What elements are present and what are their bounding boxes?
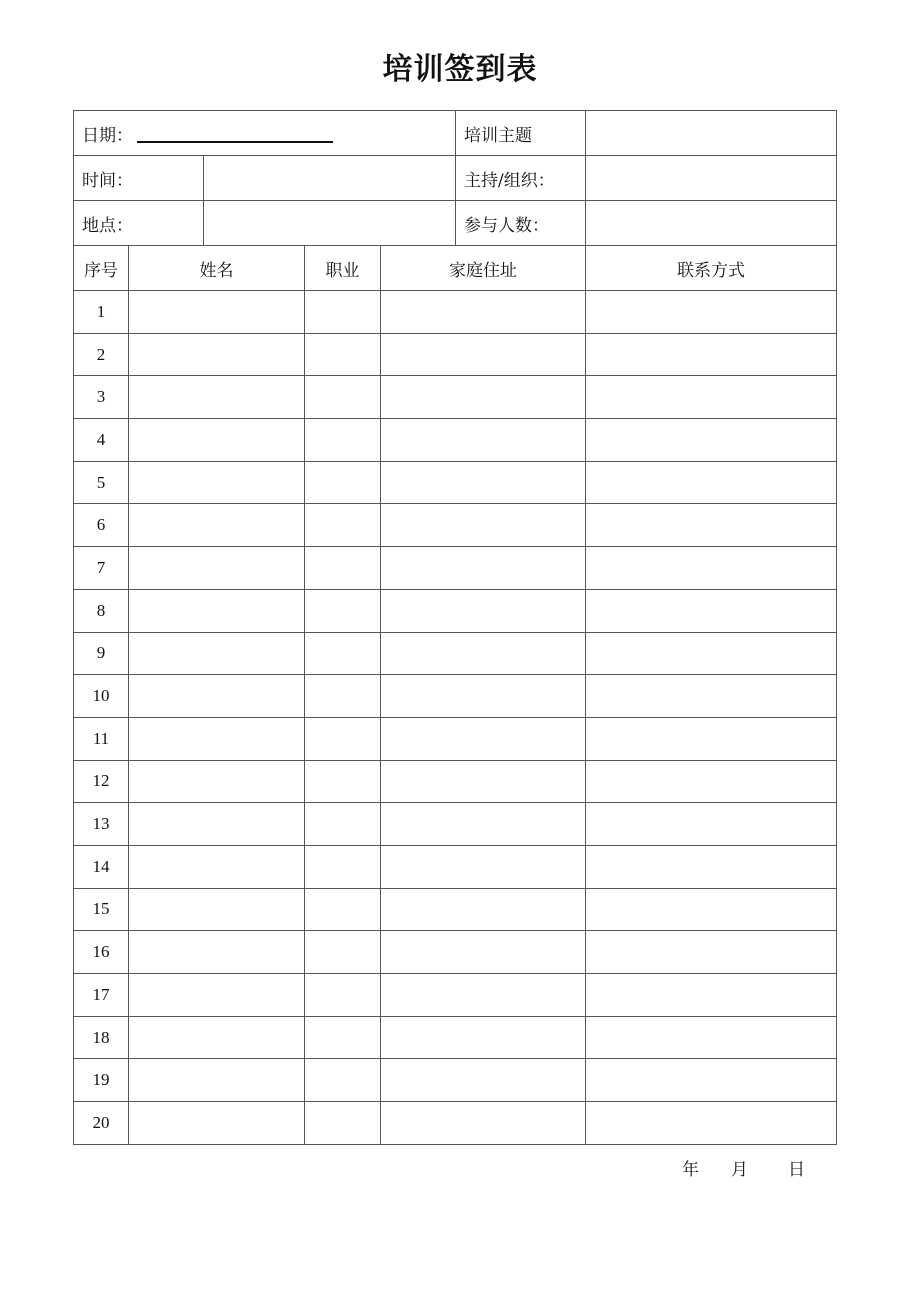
table-row <box>74 504 837 547</box>
contact-cell[interactable] <box>586 717 837 760</box>
page-title: 培训签到表 <box>382 52 538 87</box>
row-index: 2 <box>74 333 129 376</box>
address-cell[interactable] <box>381 675 586 718</box>
contact-cell[interactable] <box>586 845 837 888</box>
table-row <box>74 760 837 803</box>
sign-date <box>682 1155 805 1180</box>
name-cell[interactable] <box>129 845 305 888</box>
address-cell[interactable] <box>381 803 586 846</box>
row-index: 7 <box>74 547 129 590</box>
name-cell[interactable] <box>129 1102 305 1145</box>
address-cell[interactable] <box>381 888 586 931</box>
contact-cell[interactable] <box>586 1102 837 1145</box>
name-cell[interactable] <box>129 333 305 376</box>
address-cell[interactable] <box>381 547 586 590</box>
contact-cell[interactable] <box>586 974 837 1017</box>
name-cell[interactable] <box>129 589 305 632</box>
row-index: 6 <box>74 504 129 547</box>
address-cell[interactable] <box>381 419 586 462</box>
table-row <box>74 974 837 1017</box>
row-index: 8 <box>74 589 129 632</box>
occupation-cell[interactable] <box>305 974 381 1017</box>
date-label: 日期： <box>82 125 133 146</box>
row-index: 5 <box>74 461 129 504</box>
time-label: 时间： <box>74 156 204 201</box>
col-header-index: 序号 <box>74 246 129 291</box>
contact-cell[interactable] <box>586 1016 837 1059</box>
name-cell[interactable] <box>129 291 305 334</box>
table-row <box>74 845 837 888</box>
count-field[interactable] <box>586 201 837 246</box>
address-cell[interactable] <box>381 760 586 803</box>
name-cell[interactable] <box>129 1059 305 1102</box>
address-cell[interactable] <box>381 1016 586 1059</box>
contact-cell[interactable] <box>586 1059 837 1102</box>
name-cell[interactable] <box>129 888 305 931</box>
contact-cell[interactable] <box>586 888 837 931</box>
col-header-address: 家庭住址 <box>381 246 586 291</box>
address-cell[interactable] <box>381 974 586 1017</box>
name-cell[interactable] <box>129 803 305 846</box>
contact-cell[interactable] <box>586 291 837 334</box>
occupation-cell[interactable] <box>305 291 381 334</box>
table-row <box>74 291 837 334</box>
address-cell[interactable] <box>381 1059 586 1102</box>
date-underline <box>137 127 333 143</box>
occupation-cell[interactable] <box>305 760 381 803</box>
place-field[interactable] <box>204 201 456 246</box>
row-index: 3 <box>74 376 129 419</box>
topic-field[interactable] <box>586 111 837 156</box>
occupation-cell[interactable] <box>305 504 381 547</box>
row-index: 13 <box>74 803 129 846</box>
contact-cell[interactable] <box>586 632 837 675</box>
contact-cell[interactable] <box>586 504 837 547</box>
occupation-cell[interactable] <box>305 461 381 504</box>
address-cell[interactable] <box>381 291 586 334</box>
row-index: 17 <box>74 974 129 1017</box>
contact-cell[interactable] <box>586 931 837 974</box>
name-cell[interactable] <box>129 760 305 803</box>
name-cell[interactable] <box>129 419 305 462</box>
host-field[interactable] <box>586 156 837 201</box>
contact-cell[interactable] <box>586 547 837 590</box>
col-header-name: 姓名 <box>129 246 305 291</box>
contact-cell[interactable] <box>586 589 837 632</box>
table-row <box>74 632 837 675</box>
address-cell[interactable] <box>381 845 586 888</box>
row-index: 18 <box>74 1016 129 1059</box>
host-label: 主持/组织： <box>456 156 586 201</box>
name-cell[interactable] <box>129 461 305 504</box>
contact-cell[interactable] <box>586 419 837 462</box>
occupation-cell[interactable] <box>305 333 381 376</box>
table-row <box>74 1102 837 1145</box>
address-cell[interactable] <box>381 504 586 547</box>
col-header-contact: 联系方式 <box>586 246 837 291</box>
table-row <box>74 675 837 718</box>
occupation-cell[interactable] <box>305 845 381 888</box>
table-row <box>74 1016 837 1059</box>
address-cell[interactable] <box>381 461 586 504</box>
occupation-cell[interactable] <box>305 1016 381 1059</box>
count-label: 参与人数： <box>456 201 586 246</box>
name-cell[interactable] <box>129 675 305 718</box>
row-index: 19 <box>74 1059 129 1102</box>
table-row <box>74 803 837 846</box>
row-index: 4 <box>74 419 129 462</box>
table-row <box>74 376 837 419</box>
address-cell[interactable] <box>381 589 586 632</box>
row-index: 20 <box>74 1102 129 1145</box>
occupation-cell[interactable] <box>305 931 381 974</box>
occupation-cell[interactable] <box>305 632 381 675</box>
place-label: 地点： <box>74 201 204 246</box>
year-label: 年 <box>682 1160 699 1180</box>
topic-label: 培训主题 <box>456 111 586 156</box>
occupation-cell[interactable] <box>305 589 381 632</box>
address-cell[interactable] <box>381 931 586 974</box>
row-index: 16 <box>74 931 129 974</box>
day-label: 日 <box>788 1160 805 1180</box>
row-index: 11 <box>74 717 129 760</box>
address-cell[interactable] <box>381 333 586 376</box>
occupation-cell[interactable] <box>305 1102 381 1145</box>
table-row <box>74 461 837 504</box>
contact-cell[interactable] <box>586 675 837 718</box>
name-cell[interactable] <box>129 974 305 1017</box>
contact-cell[interactable] <box>586 333 837 376</box>
table-row <box>74 888 837 931</box>
table-row <box>74 333 837 376</box>
name-cell[interactable] <box>129 632 305 675</box>
occupation-cell[interactable] <box>305 717 381 760</box>
row-index: 9 <box>74 632 129 675</box>
name-cell[interactable] <box>129 1016 305 1059</box>
address-cell[interactable] <box>381 376 586 419</box>
occupation-cell[interactable] <box>305 1059 381 1102</box>
table-row <box>74 419 837 462</box>
sign-in-table <box>73 110 837 1145</box>
table-row <box>74 931 837 974</box>
month-label: 月 <box>731 1160 748 1180</box>
contact-cell[interactable] <box>586 803 837 846</box>
column-header-row <box>74 246 837 291</box>
name-cell[interactable] <box>129 504 305 547</box>
col-header-occupation: 职业 <box>305 246 381 291</box>
occupation-cell[interactable] <box>305 419 381 462</box>
table-row <box>74 547 837 590</box>
table-row <box>74 717 837 760</box>
occupation-cell[interactable] <box>305 547 381 590</box>
name-cell[interactable] <box>129 547 305 590</box>
address-cell[interactable] <box>381 717 586 760</box>
occupation-cell[interactable] <box>305 803 381 846</box>
contact-cell[interactable] <box>586 760 837 803</box>
occupation-cell[interactable] <box>305 376 381 419</box>
row-index: 1 <box>74 291 129 334</box>
name-cell[interactable] <box>129 376 305 419</box>
occupation-cell[interactable] <box>305 675 381 718</box>
row-index: 12 <box>74 760 129 803</box>
row-index: 15 <box>74 888 129 931</box>
occupation-cell[interactable] <box>305 888 381 931</box>
contact-cell[interactable] <box>586 461 837 504</box>
row-index: 10 <box>74 675 129 718</box>
table-row <box>74 1059 837 1102</box>
address-cell[interactable] <box>381 1102 586 1145</box>
row-index: 14 <box>74 845 129 888</box>
address-cell[interactable] <box>381 632 586 675</box>
name-cell[interactable] <box>129 931 305 974</box>
table-row <box>74 589 837 632</box>
contact-cell[interactable] <box>586 376 837 419</box>
date-field[interactable] <box>74 111 456 156</box>
name-cell[interactable] <box>129 717 305 760</box>
time-field[interactable] <box>204 156 456 201</box>
